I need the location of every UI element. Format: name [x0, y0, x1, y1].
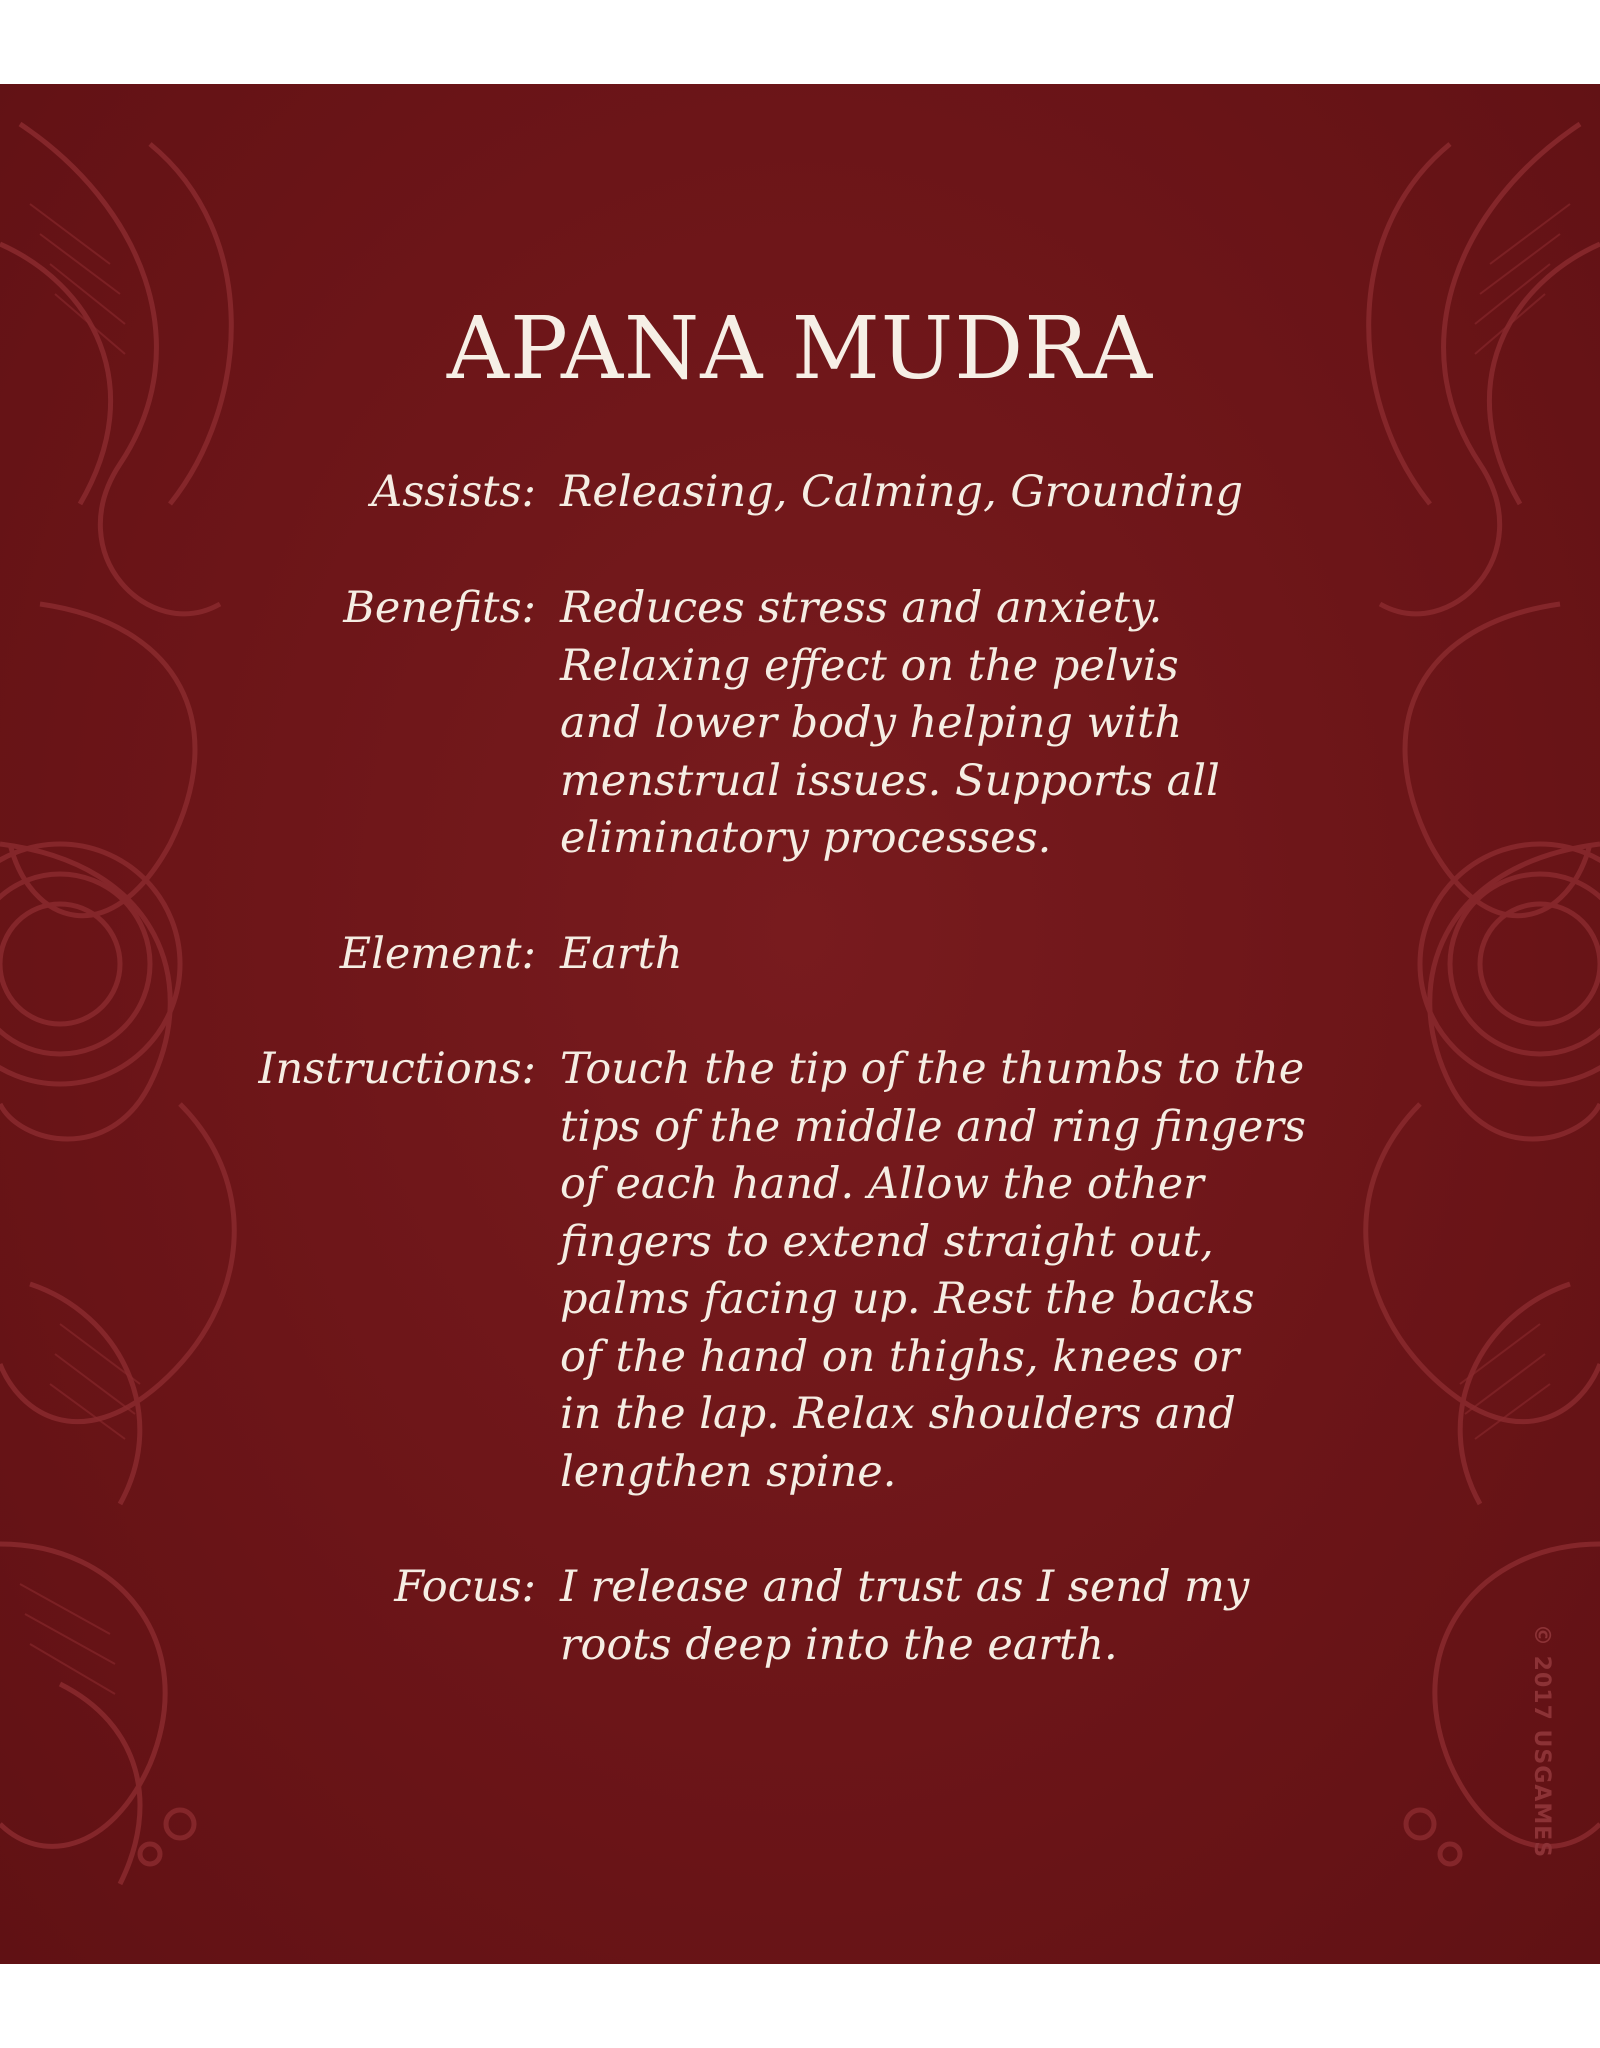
element-value: Earth [560, 929, 683, 979]
benefits-value: Reduces stress and anxiety. Relaxing effect on the pelvis and lower body helping with menstrual issues. Supports all eliminatory processes. [560, 583, 1220, 863]
benefits-label: Benefits: [343, 583, 536, 633]
focus-label: Focus: [394, 1562, 536, 1612]
element-label: Element: [339, 929, 536, 979]
card-title: APANA MUDRA [446, 299, 1154, 399]
mudra-card [0, 84, 1600, 1964]
focus-value: I release and trust as I send my roots deep into the earth. [560, 1562, 1250, 1670]
assists-value: Releasing, Calming, Grounding [560, 467, 1244, 517]
assists-label: Assists: [371, 467, 536, 517]
copyright-text: © 2017 USGAMES [1529, 1624, 1554, 1859]
copyright-notice [1522, 1624, 1562, 1964]
instructions-label: Instructions: [258, 1044, 536, 1094]
instructions-value: Touch the tip of the thumbs to the tips of the middle and ring fingers of each hand. Allow the other fingers to extend straight out, palms facing up. Rest the backs of the hand on thighs, knees or in the lap. Relax shoulders and lengthen spine. [560, 1044, 1306, 1497]
